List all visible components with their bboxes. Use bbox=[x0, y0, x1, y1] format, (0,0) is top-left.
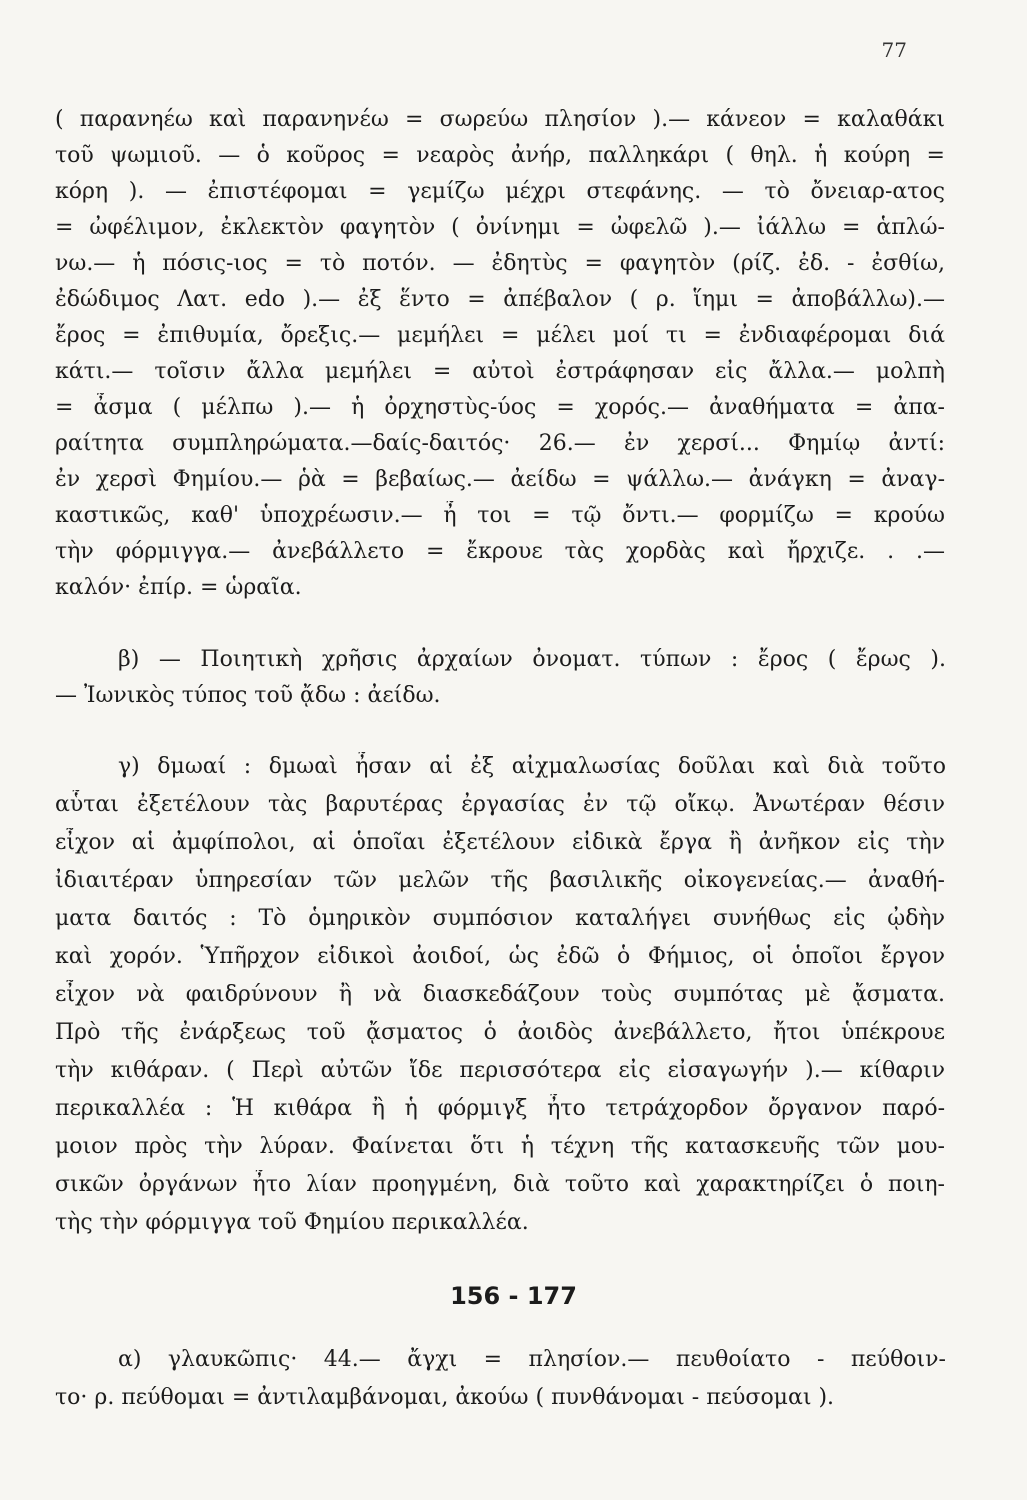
section-heading: 156 - 177 bbox=[450, 1282, 577, 1310]
text-line: κόρη ). — ἐπιστέφομαι = γεμίζω μέχρι στεφάνης. — τὸ ὄνειαρ-ατος bbox=[55, 179, 945, 204]
text-line: καὶ χορόν. Ὑπῆρχον εἰδικοὶ ἀοιδοί, ὡς ἐδῶ ὁ Φήμιος, οἱ ὁποῖοι ἔργον bbox=[55, 944, 945, 969]
text-line: β) — Ποιητικὴ χρῆσις ἀρχαίων ὀνοματ. τύπων : ἔρος ( ἔρως ). bbox=[118, 647, 946, 672]
text-line: κάτι.— τοῖσιν ἄλλα μεμήλει = αὐτοὶ ἐστράφησαν εἰς ἄλλα.— μολπὴ bbox=[55, 359, 945, 384]
text-line: τοῦ ψωμιοῦ. — ὁ κοῦρος = νεαρὸς ἀνήρ, παλληκάρι ( θηλ. ἡ κούρη = bbox=[55, 143, 945, 168]
text-line: — Ἰωνικὸς τύπος τοῦ ᾄδω : ἀείδω. bbox=[55, 683, 441, 708]
text-line: καλόν· ἐπίρ. = ὡραῖα. bbox=[55, 575, 302, 600]
text-line: περικαλλέα : Ἡ κιθάρα ἢ ἡ φόρμιγξ ἦτο τετράχορδον ὄργανον παρό- bbox=[55, 1096, 945, 1121]
page-number: 77 bbox=[881, 38, 907, 62]
text-line: καστικῶς, καθ' ὑποχρέωσιν.— ἦ τοι = τῷ ὄντι.— φορμίζω = κρούω bbox=[55, 503, 945, 528]
text-line: ραίτητα συμπληρώματα.—δαίς-δαιτός· 26.— ἐν χερσί... Φημίῳ ἀντί: bbox=[55, 431, 945, 456]
text-line: τὴς τὴν φόρμιγγα τοῦ Φημίου περικαλλέα. bbox=[55, 1210, 529, 1235]
text-line: α) γλαυκῶπις· 44.— ἄγχι = πλησίον.— πευθοίατο - πεύθοιν- bbox=[118, 1347, 946, 1372]
text-line: το· ρ. πεύθομαι = ἀντιλαμβάνομαι, ἀκούω ( πυνθάνομαι - πεύσομαι ). bbox=[55, 1385, 835, 1410]
text-line: μοιον πρὸς τὴν λύραν. Φαίνεται ὅτι ἡ τέχνη τῆς κατασκευῆς τῶν μου- bbox=[55, 1134, 945, 1159]
text-line: εἶχον αἱ ἀμφίπολοι, αἱ ὁποῖαι ἐξετέλουν εἰδικὰ ἔργα ἢ ἀνῆκον εἰς τὴν bbox=[55, 830, 945, 855]
text-line: εἶχον νὰ φαιδρύνουν ἢ νὰ διασκεδάζουν τοὺς συμπότας μὲ ᾄσματα. bbox=[55, 982, 945, 1007]
text-line: ἰδιαιτέραν ὑπηρεσίαν τῶν μελῶν τῆς βασιλικῆς οἰκογενείας.— ἀναθή- bbox=[55, 868, 945, 893]
text-line: αὗται ἐξετέλουν τὰς βαρυτέρας ἐργασίας ἐν τῷ οἴκῳ. Ἀνωτέραν θέσιν bbox=[55, 792, 945, 817]
text-line: τὴν φόρμιγγα.— ἀνεβάλλετο = ἔκρουε τὰς χορδὰς καὶ ἤρχιζε. . .— bbox=[55, 539, 945, 564]
text-line: σικῶν ὀργάνων ἦτο λίαν προηγμένη, διὰ τοῦτο καὶ χαρακτηρίζει ὁ ποιη- bbox=[55, 1172, 945, 1197]
text-line: ἔρος = ἐπιθυμία, ὄρεξις.— μεμήλει = μέλει μοί τι = ἐνδιαφέρομαι διά bbox=[55, 323, 945, 348]
text-line: νω.— ἡ πόσις-ιος = τὸ ποτόν. — ἐδητὺς = φαγητὸν (ρίζ. ἐδ. - ἐσθίω, bbox=[55, 251, 945, 276]
text-line: = ὠφέλιμον, ἐκλεκτὸν φαγητὸν ( ὀνίνημι = ὠφελῶ ).— ἰάλλω = ἁπλώ- bbox=[55, 215, 945, 240]
text-line: ματα δαιτός : Τὸ ὁμηρικὸν συμπόσιον καταλήγει συνήθως εἰς ᾠδὴν bbox=[55, 906, 945, 931]
text-line: ( παρανηέω καὶ παρανηνέω = σωρεύω πλησίον ).— κάνεον = καλαθάκι bbox=[55, 107, 945, 132]
text-line: γ) δμωαί : δμωαὶ ἦσαν αἱ ἐξ αἰχμαλωσίας δοῦλαι καὶ διὰ τοῦτο bbox=[118, 754, 946, 779]
text-line: ἐδώδιμος Λατ. edo ).— ἐξ ἕντο = ἀπέβαλον ( ρ. ἵημι = ἀποβάλλω).— bbox=[55, 287, 945, 312]
text-line: ἐν χερσὶ Φημίου.— ῥὰ = βεβαίως.— ἀείδω = ψάλλω.— ἀνάγκη = ἀναγ- bbox=[55, 467, 945, 492]
text-line: = ἆσμα ( μέλπω ).— ἡ ὀρχηστὺς-ύος = χορός.— ἀναθήματα = ἀπα- bbox=[55, 395, 945, 420]
text-line: Πρὸ τῆς ἐνάρξεως τοῦ ᾄσματος ὁ ἀοιδὸς ἀνεβάλλετο, ἤτοι ὑπέκρουε bbox=[55, 1020, 945, 1045]
text-line: τὴν κιθάραν. ( Περὶ αὐτῶν ἴδε περισσότερα εἰς εἰσαγωγήν ).— κίθαριν bbox=[55, 1058, 945, 1083]
